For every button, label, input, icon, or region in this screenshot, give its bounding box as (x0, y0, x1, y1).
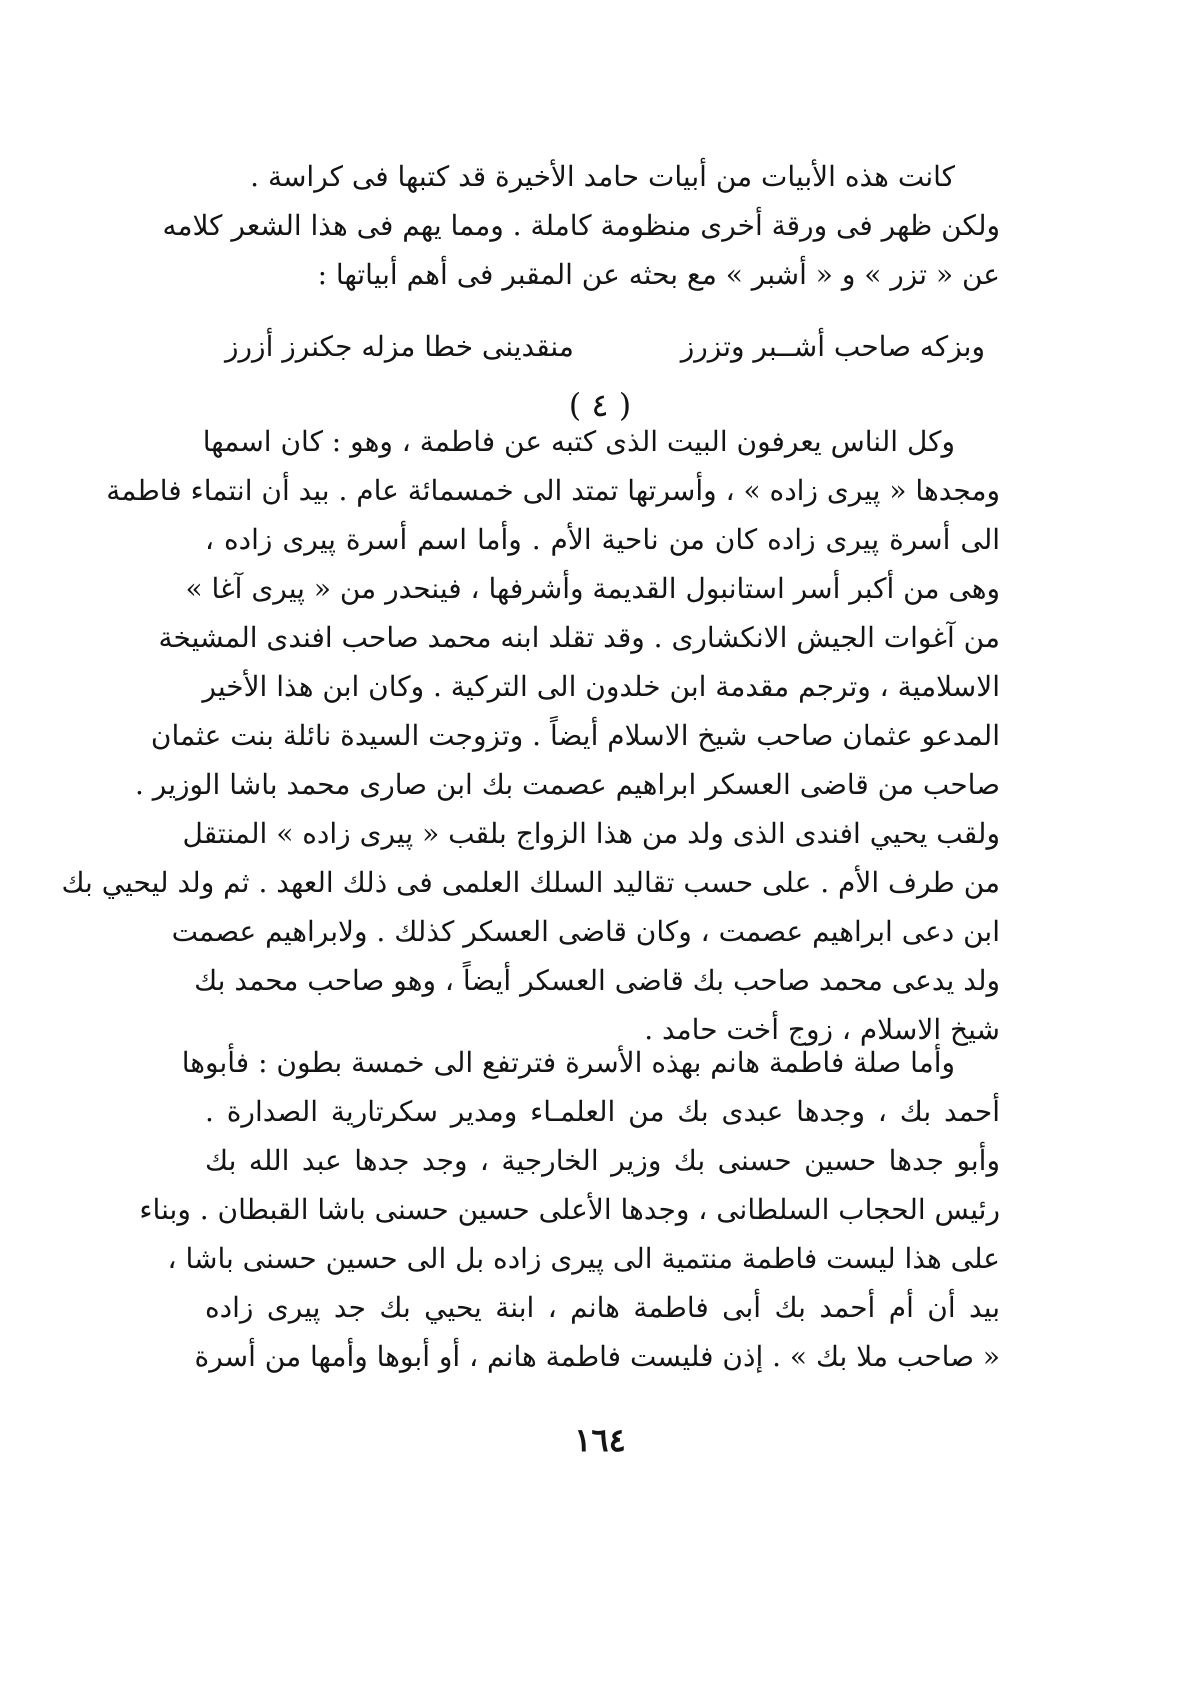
paragraph-line: ابن دعى ابراهيم عصمت ، وكان قاضى العسكر كذلك . ولابراهيم عصمت (171, 915, 1000, 948)
paragraph-line: الاسلامية ، وترجم مقدمة ابن خلدون الى التركية . وكان ابن هذا الأخير (202, 670, 1000, 703)
paragraph-family (61, 417, 1000, 1054)
poetry-verse (225, 327, 985, 367)
paragraph-line: المدعو عثمان صاحب شيخ الاسلام أيضاً . وتزوجت السيدة نائلة بنت عثمان (150, 719, 1000, 752)
paragraph-line: عن « تزر » و « أشبر » مع بحثه عن المقبر فى أهم أبياتها : (317, 258, 1000, 291)
paragraph-line: شيخ الاسلام ، زوج أخت حامد . (644, 1013, 1000, 1046)
paragraph-line: ولد يدعى محمد صاحب بك قاضى العسكر أيضاً ، وهو صاحب محمد بك (194, 964, 1000, 997)
paragraph-line: وكل الناس يعرفون البيت الذى كتبه عن فاطمة ، وهو : كان اسمها (202, 425, 955, 458)
paragraph-line: على هذا ليست فاطمة منتمية الى پيرى زاده بل الى حسين حسنى باشا ، (167, 1242, 1000, 1275)
page-number: ١٦٤ (574, 1421, 626, 1459)
paragraph-line: وهى من أكبر أسر استانبول القديمة وأشرفها ، فينحدر من « پيرى آغا » (185, 572, 1000, 605)
paragraph-line: ومجدها « پيرى زاده » ، وأسرتها تمتد الى خمسمائة عام . بيد أن انتماء فاطمة (106, 474, 1000, 507)
paragraph-line: من طرف الأم . على حسب تقاليد السلك العلمى فى ذلك العهد . ثم ولد ليحيي بك (61, 866, 1000, 899)
paragraph-line: صاحب من قاضى العسكر ابراهيم عصمت بك ابن صارى محمد باشا الوزير . (134, 768, 1000, 801)
paragraph-intro (162, 152, 1000, 299)
paragraph-line: بيد أن أم أحمد بك أبى فاطمة هانم ، ابنة يحيي بك جد پيرى زاده (205, 1291, 1000, 1324)
paragraph-line: وأبو جدها حسين حسنى بك وزير الخارجية ، وجد جدها عبد الله بك (205, 1144, 1000, 1177)
paragraph-lineage (139, 1038, 1000, 1381)
paragraph-line: وأما صلة فاطمة هانم بهذه الأسرة فترتفع الى خمسة بطون : فأبوها (181, 1046, 955, 1079)
verse-left-hemistich: منقدينى خطا مزله جكنرز أزرز (225, 330, 574, 363)
paragraph-line: ولقب يحيي افندى الذى ولد من هذا الزواج بلقب « پيرى زاده » المنتقل (182, 817, 1000, 850)
paragraph-line: كانت هذه الأبيات من أبيات حامد الأخيرة قد كتبها فى كراسة . (250, 160, 955, 193)
paragraph-line: من آغوات الجيش الانكشارى . وقد تقلد ابنه محمد صاحب افندى المشيخة (158, 621, 1000, 654)
verse-right-hemistich: وبزكه صاحب أشــبر وتزرز (680, 330, 985, 363)
paragraph-line: « صاحب ملا بك » . إذن فليست فاطمة هانم ، أو أبوها وأمها من أسرة (194, 1340, 1000, 1373)
paragraph-line: الى أسرة پيرى زاده كان من ناحية الأم . وأما اسم أسرة پيرى زاده ، (205, 523, 1000, 556)
paragraph-line: ولكن ظهر فى ورقة أخرى منظومة كاملة . ومما يهم فى هذا الشعر كلامه (162, 209, 1000, 242)
paragraph-line: أحمد بك ، وجدها عبدى بك من العلمـاء ومدير سكرتارية الصدارة . (205, 1095, 1000, 1128)
section-number: ( ٤ ) (568, 386, 632, 424)
paragraph-line: رئيس الحجاب السلطانى ، وجدها الأعلى حسين حسنى باشا القبطان . وبناء (139, 1193, 1000, 1226)
